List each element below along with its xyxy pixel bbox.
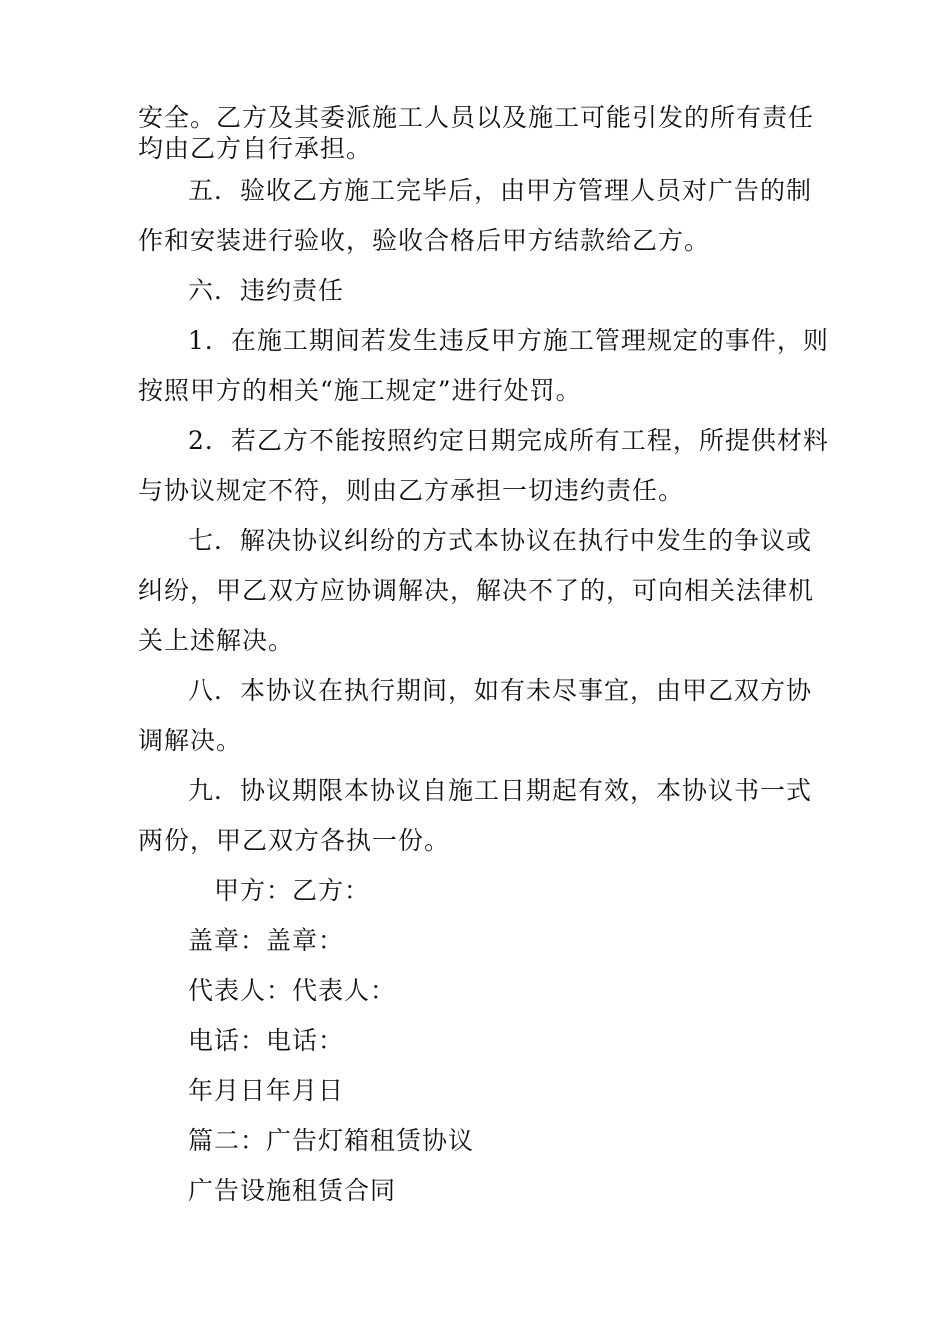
text-line: 两份，甲乙双方各执一份。 (138, 826, 451, 855)
signature-seal: 盖章：盖章： (188, 926, 345, 955)
text-line: 调解决。 (138, 726, 243, 755)
text-line: 按照甲方的相关“施工规定”进行处罚。 (138, 376, 582, 405)
text-line: 五．验收乙方施工完毕后，由甲方管理人员对广告的制 (188, 176, 813, 205)
section-heading: 六．违约责任 (188, 276, 345, 305)
text-line: 九．协议期限本协议自施工日期起有效，本协议书一式 (188, 776, 813, 805)
text-line: 纠纷，甲乙双方应协调解决，解决不了的，可向相关法律机 (138, 576, 815, 605)
contract-title: 广告设施租赁合同 (188, 1176, 397, 1205)
text-line: 安全。乙方及其委派施工人员以及施工可能引发的所有责任 (138, 103, 815, 132)
signature-phone: 电话：电话： (188, 1026, 345, 1055)
signature-party-a-b: 甲方：乙方： (214, 876, 371, 905)
signature-representative: 代表人：代表人： (188, 976, 397, 1005)
chapter-heading: 篇二：广告灯箱租赁协议 (188, 1126, 475, 1155)
text-line: 2．若乙方不能按照约定日期完成所有工程，所提供材料 (188, 426, 829, 455)
text-line: 七．解决协议纠纷的方式本协议在执行中发生的争议或 (188, 526, 813, 555)
text-line: 与协议规定不符，则由乙方承担一切违约责任。 (138, 476, 685, 505)
text-line: 作和安装进行验收，验收合格后甲方结款给乙方。 (138, 226, 711, 255)
signature-date: 年月日年月日 (188, 1076, 345, 1105)
text-line: 均由乙方自行承担。 (138, 134, 373, 163)
text-line: 八．本协议在执行期间，如有未尽事宜，由甲乙双方协 (188, 676, 813, 705)
text-line: 关上述解决。 (138, 626, 295, 655)
text-line: 1．在施工期间若发生违反甲方施工管理规定的事件，则 (188, 326, 829, 355)
